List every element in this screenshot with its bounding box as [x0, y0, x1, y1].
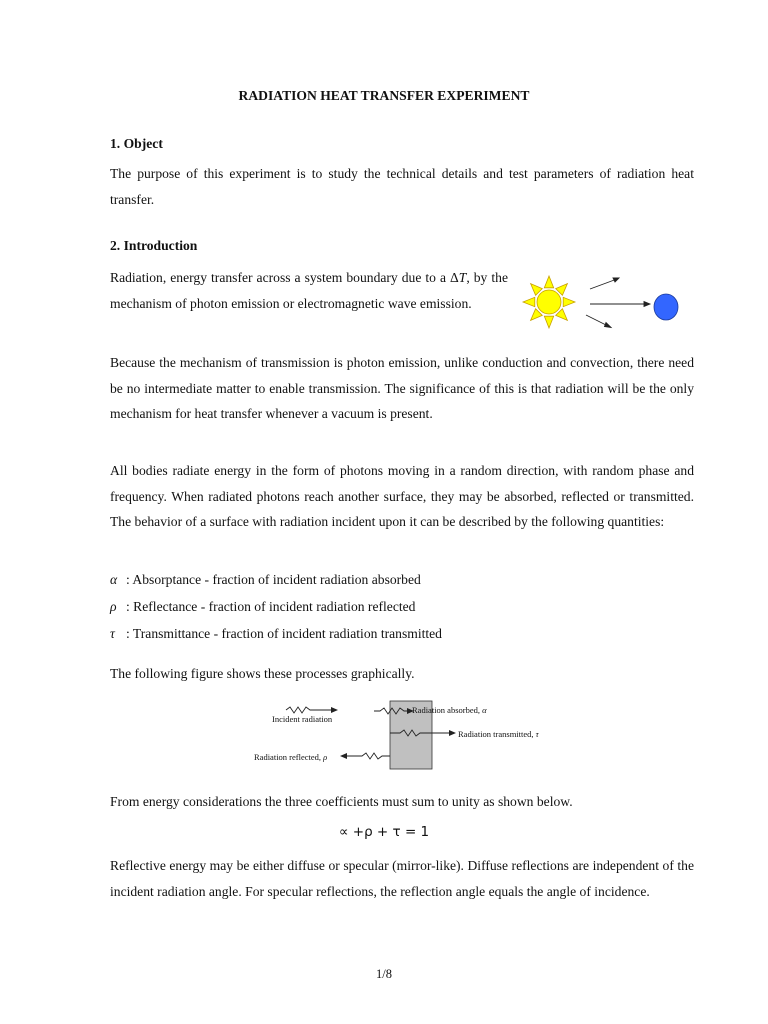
processes-figure	[250, 698, 540, 772]
transmission-paragraph: Because the mechanism of transmission is photon emission, unlike conduction and convection, there need be no intermediate matter to enable transmission. The significance of this is that radiation will be the only mechanism for heat transfer whenever a vacuum is present.	[110, 355, 694, 421]
planet-icon	[654, 294, 678, 320]
section-heading-object: 1. Object	[110, 136, 163, 151]
sun-ray	[544, 276, 553, 288]
object-paragraph: The purpose of this experiment is to study the technical details and test parameters of radiation heat transfer.	[110, 166, 694, 207]
page-number: 1/8	[376, 967, 392, 981]
transmitted-arrowhead	[449, 730, 456, 736]
reflected-arrowhead	[340, 753, 347, 759]
incident-label: Incident radiation	[272, 714, 333, 724]
radiation-arrows	[586, 278, 650, 328]
sun-ray	[544, 316, 553, 328]
alpha-symbol: α	[110, 572, 118, 587]
quantity-text: : Absorptance - fraction of incident radiation absorbed	[126, 572, 421, 587]
introduction-paragraph	[110, 265, 508, 316]
reflected-wave	[346, 753, 390, 759]
absorbed-label: Radiation absorbed, α	[412, 705, 487, 715]
sun-ray	[563, 297, 575, 306]
temperature-variable: T	[458, 270, 467, 285]
sun-ray	[523, 297, 535, 306]
incident-arrowhead	[331, 707, 338, 713]
reflected-label: Radiation reflected, ρ	[254, 752, 328, 762]
rho-symbol: ρ	[110, 599, 117, 614]
radiation-illustration	[520, 268, 700, 336]
intro-text-before: Radiation, energy transfer across a system boundary due to a	[110, 270, 451, 285]
photons-paragraph: All bodies radiate energy in the form of photons moving in a random direction, with random phase and frequency. When radiated photons reach another surface, they may be absorbed, reflected or transmitted. The behavior of a surface with radiation incident upon it can be described by the following quantities:	[110, 463, 694, 529]
delta-symbol: Δ	[450, 270, 459, 285]
intro-text-after: , by the mechanism of photon emission or electromagnetic wave emission.	[110, 270, 508, 311]
section-heading-introduction: 2. Introduction	[110, 238, 198, 253]
sun-icon	[523, 276, 575, 328]
quantity-reflectance	[110, 594, 415, 620]
transmitted-label: Radiation transmitted, τ	[458, 729, 539, 739]
incident-wave	[286, 707, 332, 713]
figure-intro-paragraph: The following figure shows these processes graphically.	[110, 666, 415, 681]
tau-symbol: τ	[110, 626, 115, 641]
energy-paragraph: From energy considerations the three coefficients must sum to unity as shown below.	[110, 794, 573, 809]
quantity-absorptance	[110, 567, 421, 593]
sum-equation: ∝ +ρ + τ = 1	[338, 824, 430, 840]
quantity-text: : Reflectance - fraction of incident radiation reflected	[126, 599, 416, 614]
document-title: RADIATION HEAT TRANSFER EXPERIMENT	[238, 88, 530, 103]
quantity-text: : Transmittance - fraction of incident radiation transmitted	[126, 626, 442, 641]
reflection-paragraph: Reflective energy may be either diffuse or specular (mirror-like). Diffuse reflections are independent of the incident radiation angle. For specular reflections, the reflection angle equals the angle of incidence.	[110, 858, 694, 899]
quantity-transmittance	[110, 621, 442, 647]
